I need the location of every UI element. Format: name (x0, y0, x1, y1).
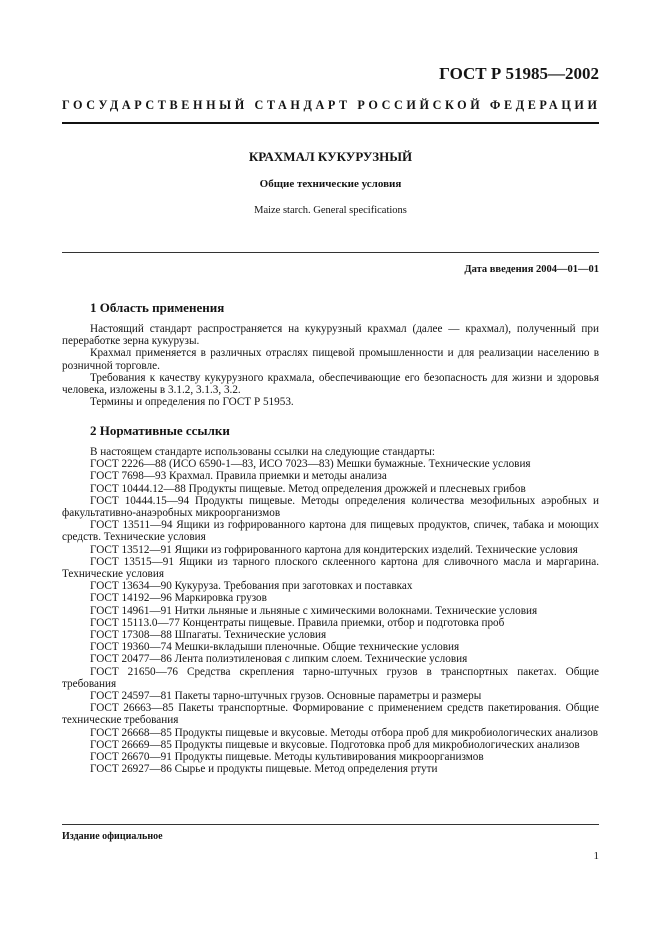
header-rule (62, 122, 599, 124)
paragraph: Термины и определения по ГОСТ Р 51953. (90, 396, 294, 409)
standard-english-title: Maize starch. General specifications (254, 205, 407, 216)
reference-item: ГОСТ 20477—86 Лента полиэтиленовая с липким слоем. Технические условия (90, 653, 468, 666)
section-body-references (62, 446, 599, 775)
reference-item: ГОСТ 10444.15—94 Продукты пищевые. Методы определения количества мезофильных аэробных и факультативно-анаэробных микроорганизмов (62, 494, 599, 520)
state-standard-heading: ГОСУДАРСТВЕННЫЙ СТАНДАРТ РОССИЙСКОЙ ФЕДЕРАЦИИ (62, 98, 601, 112)
reference-item: ГОСТ 26927—86 Сырье и продукты пищевые. Метод определения ртути (90, 763, 438, 776)
standard-title: КРАХМАЛ КУКУРУЗНЫЙ (248, 149, 413, 164)
reference-item: ГОСТ 26668—85 Продукты пищевые и вкусовые. Методы отбора проб для микробиологических анализов (90, 726, 599, 739)
reference-item: ГОСТ 7698—93 Крахмал. Правила приемки и методы анализа (90, 470, 387, 483)
reference-item: ГОСТ 26670—91 Продукты пищевые. Методы культивирования микроорганизмов (90, 751, 484, 764)
section-body-scope (62, 323, 599, 408)
paragraph: В настоящем стандарте использованы ссылки на следующие стандарты: (90, 446, 435, 458)
reference-item: ГОСТ 17308—88 Шпагаты. Технические условия (90, 629, 327, 642)
reference-item: ГОСТ 19360—74 Мешки-вкладыши пленочные. Общие технические условия (90, 641, 460, 654)
section-heading-references: 2 Нормативные ссылки (90, 423, 230, 438)
reference-item: ГОСТ 13515—91 Ящики из тарного плоского склеенного картона для сливочного масла и маргарина. Технические условия (62, 555, 599, 581)
reference-item: ГОСТ 2226—88 (ИСО 6590-1—83, ИСО 7023—83) Мешки бумажные. Технические условия (90, 458, 531, 471)
reference-item: ГОСТ 26663—85 Пакеты транспортные. Формирование с применением средств пакетирования. Общие технические требования (62, 702, 599, 727)
paragraph: Требования к качеству кукурузного крахмала, обеспечивающие его безопасность для жизни и здоровья человека, изложены в 3.1.2, 3.1.3, 3.2. (62, 371, 599, 397)
page-number: 1 (593, 850, 599, 862)
reference-item: ГОСТ 13511—94 Ящики из гофрированного картона для пищевых продуктов, спичек, табака и моющих средств. Технические условия (62, 519, 599, 544)
title-rule (62, 252, 599, 253)
reference-item: ГОСТ 26669—85 Продукты пищевые и вкусовые. Подготовка проб для микробиологических анализов (90, 738, 580, 751)
reference-item: ГОСТ 14192—96 Маркировка грузов (90, 592, 267, 605)
reference-item: ГОСТ 13512—91 Ящики из гофрированного картона для кондитерских изделий. Технические условия (90, 543, 578, 556)
reference-item: ГОСТ 14961—91 Нитки льняные и льняные с химическими волокнами. Технические условия (90, 604, 538, 617)
reference-item: ГОСТ 15113.0—77 Концентраты пищевые. Правила приемки, отбор и подготовка проб (90, 616, 505, 629)
footer-rule (62, 824, 599, 825)
standard-subtitle: Общие технические условия (259, 178, 402, 190)
section-heading-scope: 1 Область применения (90, 300, 225, 315)
reference-item: ГОСТ 21650—76 Средства скрепления тарно-штучных грузов в транспортных пакетах. Общие требования (62, 665, 599, 690)
reference-item: ГОСТ 13634—90 Кукуруза. Требования при заготовках и поставках (90, 580, 413, 593)
reference-item: ГОСТ 10444.12—88 Продукты пищевые. Метод определения дрожжей и плесневых грибов (90, 482, 526, 495)
official-edition-label: Издание официальное (62, 831, 163, 842)
gost-number: ГОСТ Р 51985—2002 (439, 64, 599, 83)
paragraph: Крахмал применяется в различных отраслях пищевой промышленности и для реализации населению в розничной торговле. (62, 347, 599, 372)
introduction-date: Дата введения 2004—01—01 (464, 264, 599, 275)
paragraph: Настоящий стандарт распространяется на кукурузный крахмал (далее — крахмал), полученный при переработке зерна кукурузы. (62, 323, 599, 348)
reference-item: ГОСТ 24597—81 Пакеты тарно-штучных грузов. Основные параметры и размеры (90, 690, 482, 703)
